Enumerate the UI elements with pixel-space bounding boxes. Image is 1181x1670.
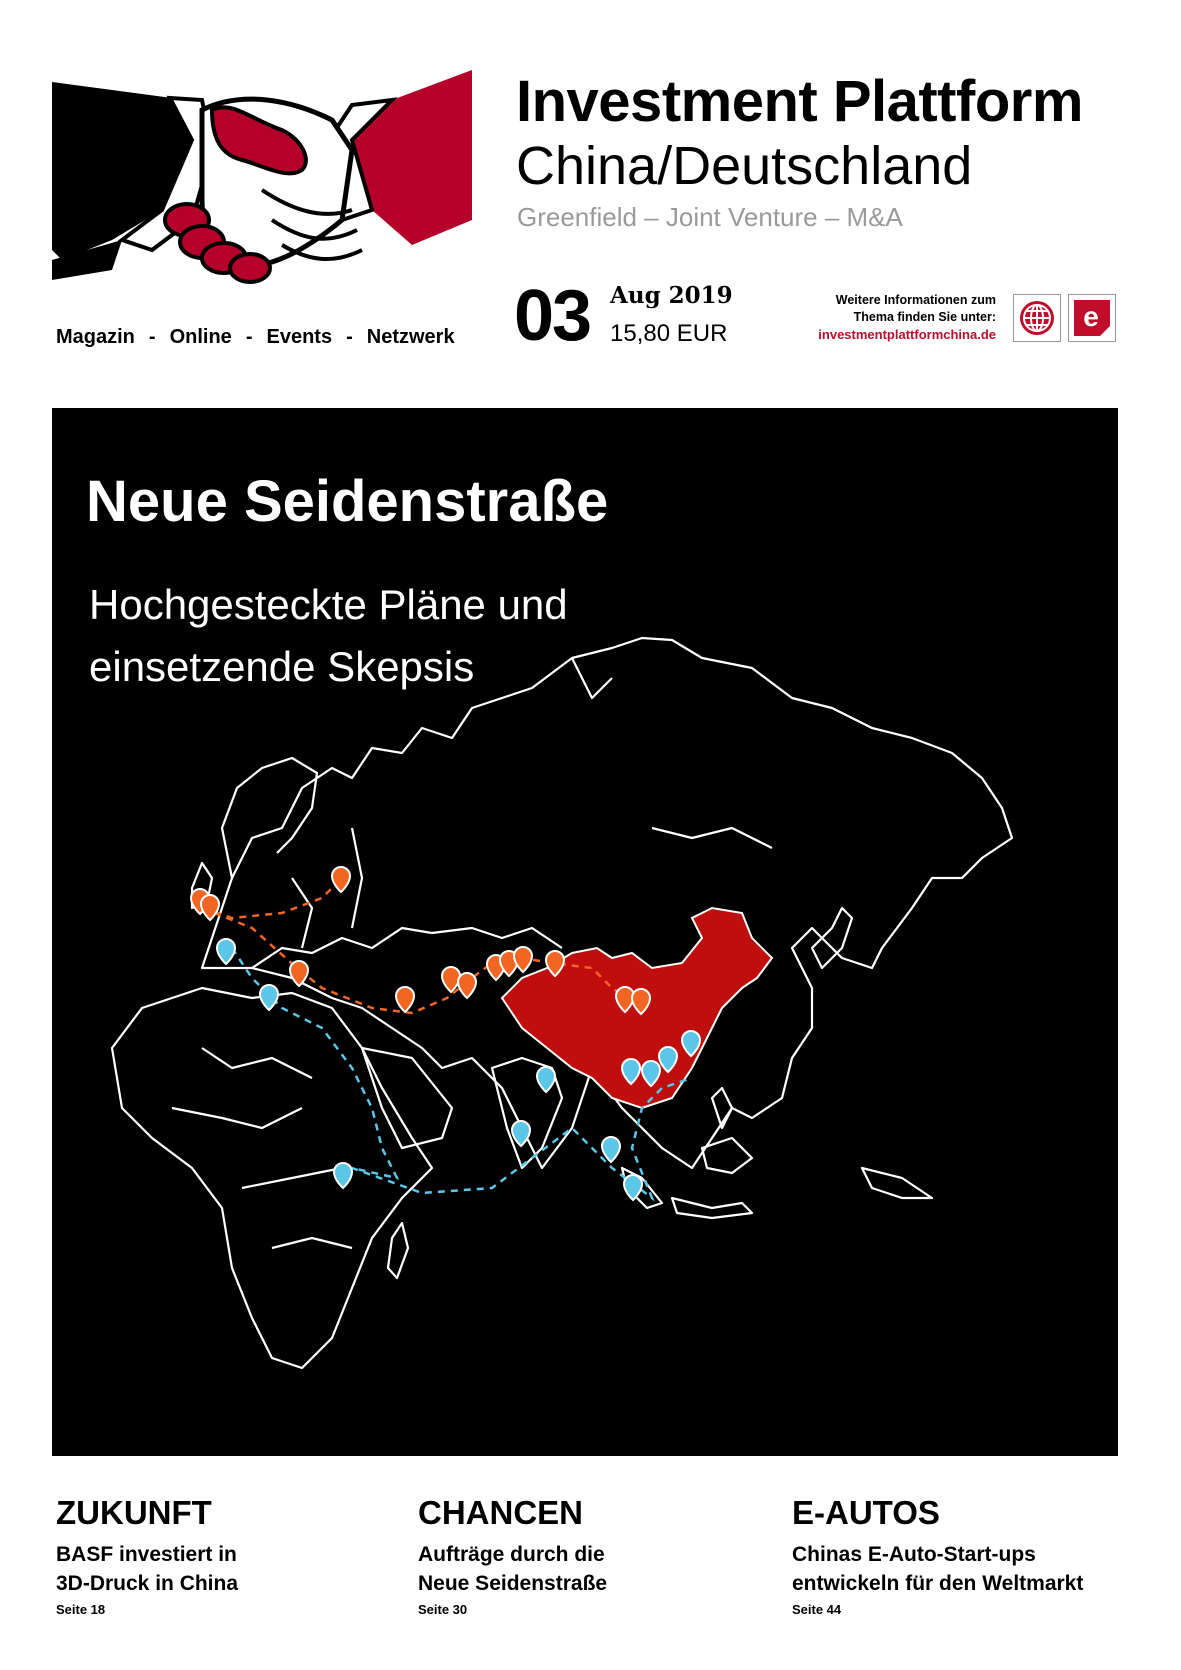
issue-price: 15,80 EUR: [610, 320, 728, 347]
teaser-line-2: 3D-Druck in China: [56, 1572, 239, 1595]
sea-marker: [334, 1163, 352, 1188]
cover-subline: [89, 574, 689, 698]
nav-item-events[interactable]: Events: [266, 326, 333, 348]
teaser-line-1: Chinas E-Auto-Start-ups: [792, 1543, 1036, 1566]
teaser-headline: [792, 1540, 1132, 1598]
issue-date: Aug 2019: [610, 282, 733, 309]
teaser-line-2: Neue Seidenstraße: [418, 1572, 608, 1595]
channel-nav: [56, 326, 455, 349]
teaser-category: ZUKUNFT: [56, 1494, 212, 1531]
info-line-1: Weitere Informationen zum: [835, 293, 996, 307]
teaser-headline: [56, 1540, 396, 1598]
teaser-page: Seite 44: [792, 1602, 842, 1617]
sea-marker: [602, 1137, 620, 1162]
cover-image: [52, 408, 1118, 1456]
globe-icon[interactable]: [1013, 294, 1061, 342]
land-marker: [201, 895, 219, 920]
nav-separator: -: [148, 326, 156, 348]
teaser-e-autos[interactable]: [792, 1494, 1132, 1617]
land-marker: [332, 867, 350, 892]
cover-subline-1: Hochgesteckte Pläne und: [89, 581, 568, 628]
cover-headline: Neue Seidenstraße: [86, 469, 609, 534]
sea-marker: [512, 1121, 530, 1146]
sea-marker: [537, 1067, 555, 1092]
magazine-tagline: Greenfield – Joint Venture – M&A: [517, 202, 903, 232]
magazine-title: Investment Plattform: [516, 69, 1083, 134]
teaser-line-1: Aufträge durch die: [418, 1543, 605, 1566]
land-marker: [514, 947, 532, 972]
svg-text:e: e: [1083, 301, 1099, 332]
teaser-category: CHANCEN: [418, 1494, 583, 1531]
nav-item-magazin[interactable]: Magazin: [56, 326, 135, 348]
nav-separator: -: [245, 326, 253, 348]
cover-subline-2: einsetzende Skepsis: [89, 643, 475, 690]
teaser-page: Seite 30: [418, 1602, 468, 1617]
silk-road-map: [52, 408, 1118, 1456]
info-line-2: Thema finden Sie unter:: [853, 310, 996, 324]
sea-marker: [624, 1175, 642, 1200]
nav-item-online[interactable]: Online: [169, 326, 232, 348]
teaser-chancen[interactable]: [418, 1494, 758, 1617]
teaser-zukunft[interactable]: [56, 1494, 396, 1617]
sea-marker: [217, 939, 235, 964]
e-paper-icon[interactable]: [1068, 294, 1116, 342]
teaser-headline: [418, 1540, 758, 1598]
issue-number: 03: [514, 276, 591, 356]
land-marker: [458, 973, 476, 998]
teaser-page: Seite 18: [56, 1602, 106, 1617]
teaser-line-2: entwickeln für den Weltmarkt: [792, 1572, 1084, 1595]
magazine-subtitle: China/Deutschland: [516, 136, 973, 196]
nav-separator: -: [346, 326, 353, 348]
land-marker: [290, 961, 308, 986]
info-url-link[interactable]: investmentplattformchina.de: [818, 327, 996, 342]
handshake-logo: [52, 70, 472, 290]
land-marker: [396, 987, 414, 1012]
nav-item-netzwerk[interactable]: Netzwerk: [366, 326, 455, 348]
teaser-line-1: BASF investiert in: [56, 1543, 237, 1566]
sea-marker: [260, 985, 278, 1010]
teaser-category: E-AUTOS: [792, 1494, 940, 1531]
info-block: [760, 292, 996, 343]
